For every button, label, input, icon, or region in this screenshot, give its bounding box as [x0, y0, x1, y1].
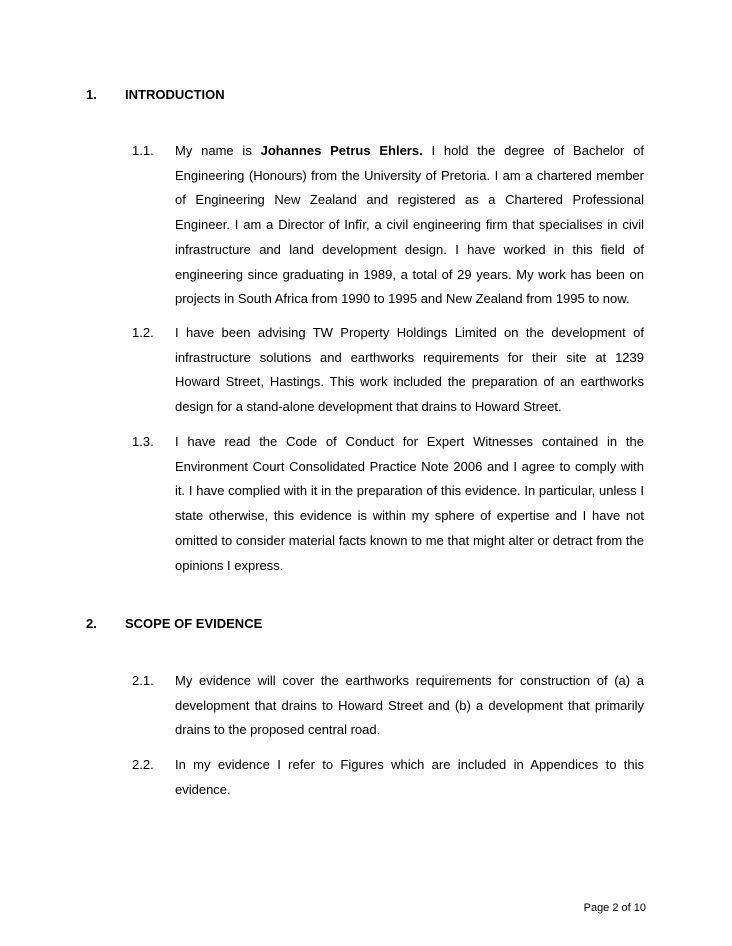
paragraph-text: My evidence will cover the earthworks requirements for construction of (a) a development that drains to Howard Street and (b) a development that primarily drains to the proposed central road. — [175, 673, 644, 738]
paragraph-2-2 — [132, 753, 644, 802]
section-number: 2. — [86, 616, 97, 631]
paragraph-text: I have read the Code of Conduct for Expert Witnesses contained in the Environment Court Consolidated Practice Note 2006 and I agree to comply with it. I have complied with it in the preparation of this evidence. In particular, unless I state otherwise, this evidence is within my sphere of expertise and I have not omitted to consider material facts known to me that might alter or detract from the opinions I express. — [175, 434, 644, 573]
paragraph-number: 2.2. — [132, 757, 154, 772]
paragraph-text — [175, 139, 644, 312]
section-heading-introduction — [86, 87, 225, 103]
paragraph-number: 1.1. — [132, 143, 154, 158]
paragraph-number: 1.3. — [132, 434, 154, 449]
section-heading-scope — [86, 616, 262, 632]
section-title: INTRODUCTION — [125, 87, 225, 102]
paragraph-text-pre: My name is — [175, 143, 261, 158]
page-number: Page 2 of 10 — [583, 902, 646, 914]
section-number: 1. — [86, 87, 97, 102]
witness-name: Johannes Petrus Ehlers. — [260, 143, 423, 158]
paragraph-1-2 — [132, 321, 644, 420]
paragraph-number: 2.1. — [132, 673, 154, 688]
paragraph-text-post: I hold the degree of Bachelor of Engineering (Honours) from the University of Pretoria. I am a chartered member of Engineering New Zealand and registered as a Chartered Professional Engineer. I am a Director of Infîr, a civil engineering firm that specialises in civil infrastructure and land development design. I have worked in this field of engineering since graduating in 1989, a total of 29 years. My work has been on projects in South Africa from 1990 to 1995 and New Zealand from 1995 to now. — [175, 143, 645, 307]
paragraph-text: I have been advising TW Property Holdings Limited on the development of infrastructure solutions and earthworks requirements for their site at 1239 Howard Street, Hastings. This work included the preparation of an earthworks design for a stand-alone development that drains to Howard Street. — [175, 325, 644, 415]
paragraph-1-3 — [132, 430, 644, 578]
paragraph-1-1 — [132, 139, 644, 312]
section-title: SCOPE OF EVIDENCE — [125, 616, 263, 631]
paragraph-text: In my evidence I refer to Figures which are included in Appendices to this evidence. — [175, 757, 644, 797]
paragraph-2-1 — [132, 669, 644, 743]
paragraph-number: 1.2. — [132, 325, 154, 340]
